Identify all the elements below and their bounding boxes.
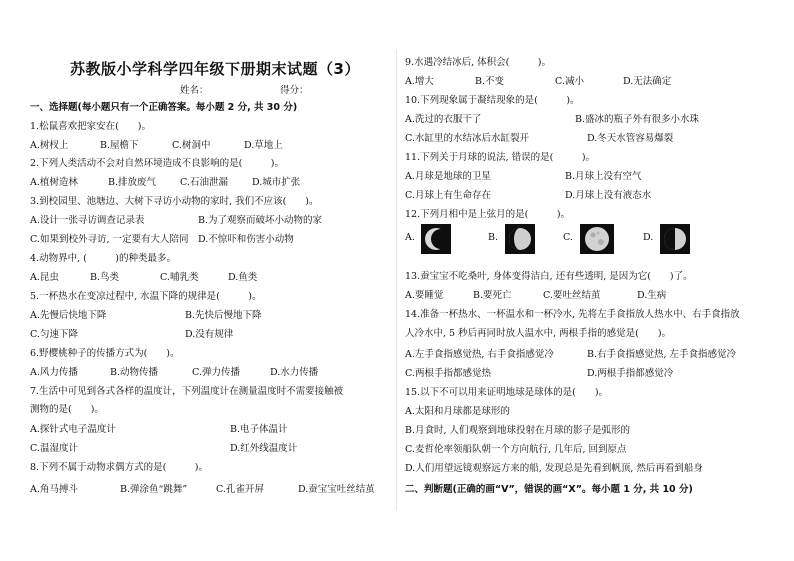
question-15: 15.以下不可以用来证明地球是球体的是( )。 [405,387,609,398]
q10-option-d: D.冬天水管容易爆裂 [587,133,674,144]
column-divider [396,50,397,510]
q7-option-b: B.电子体温计 [230,424,288,435]
q3-option-d: D.不惊吓和伤害小动物 [198,234,294,245]
q15-option-b: B.月食时, 人们观察到地球投射在月球的影子是弧形的 [405,425,631,436]
q3-option-c: C.如果到校外寻访, 一定要有大人陪同 [30,234,189,245]
q15-option-a: A.太阳和月球都是球形的 [405,406,510,417]
q13-option-b: B.要死亡 [473,290,512,301]
section-heading-choice: 一、选择题(每小题只有一个正确答案。每小题 2 分, 共 30 分) [30,102,298,113]
q5-option-a: A.先慢后快地下降 [30,310,107,321]
full-moon-icon [580,224,614,254]
q11-option-c: C.月球上有生命存在 [405,190,491,201]
q14-option-b: B.右手食指感觉热, 左手食指感觉冷 [587,349,737,360]
q9-option-b: B.不变 [475,76,505,87]
section-heading-judgement: 二、判断题(正确的画“V”，错误的画“X”。每小题 1 分, 共 10 分) [405,484,693,495]
q8-option-d: D.蚕宝宝吐丝结茧 [298,484,375,495]
question-5: 5.一杯热水在变凉过程中, 水温下降的规律是( )。 [30,291,262,302]
question-13: 13.蚕宝宝不吃桑叶, 身体变得洁白, 还有些透明, 是因为它( )了。 [405,271,693,282]
question-4: 4.动物界中, ( )的种类最多。 [30,253,177,264]
question-8: 8.下列不属于动物求偶方式的是( )。 [30,462,208,473]
q13-option-c: C.要吐丝结茧 [543,290,601,301]
score-label: 得分： [280,85,309,96]
question-12: 12.下列月相中是上弦月的是( )。 [405,209,571,220]
q2-option-d: D.城市扩张 [252,177,301,188]
q4-option-d: D.鱼类 [228,272,258,283]
question-11: 11.下列关于月球的说法, 错误的是( )。 [405,152,596,163]
q14-option-d: D.两根手指都感觉冷 [587,368,674,379]
q13-option-a: A.要睡觉 [405,290,444,301]
right-column [405,0,780,561]
name-label: 姓名： [180,85,209,96]
waxing-gibbous-moon-icon [505,224,535,254]
q14-option-a: A.左手食指感觉热, 右手食指感觉冷 [405,349,554,360]
first-quarter-moon-icon [660,224,690,254]
question-14-continued: 人冷水中, 5 秒后再同时放人温水中, 两根手指的感觉是( )。 [405,328,672,339]
q5-option-b: B.先快后慢地下降 [185,310,262,321]
q1-option-c: C.树洞中 [172,140,211,151]
page-title: 苏教版小学科学四年级下册期末试题（3） [70,60,360,78]
q2-option-c: C.石油泄漏 [180,177,228,188]
q1-option-d: D.草地上 [244,140,283,151]
q15-option-c: C.麦哲伦率领船队朝一个方向航行, 几年后, 回到原点 [405,444,627,455]
q13-option-d: D.生病 [637,290,667,301]
q4-option-b: B.鸟类 [90,272,120,283]
question-2: 2.下列人类活动不会对自然环境造成不良影响的是( )。 [30,158,284,169]
q9-option-a: A.增大 [405,76,434,87]
q10-option-a: A.洗过的衣服干了 [405,114,482,125]
q4-option-c: C.哺乳类 [160,272,199,283]
q10-option-b: B.盛冰的瓶子外有很多小水珠 [575,114,700,125]
q6-option-b: B.动物传播 [110,367,159,378]
q7-option-d: D.红外线温度计 [230,443,298,454]
q3-option-b: B.为了观察而破坏小动物的家 [198,215,323,226]
q14-option-c: C.两根手指都感觉热 [405,368,491,379]
question-7-continued: 测物的是( )。 [30,404,104,415]
q8-option-a: A.角马搏斗 [30,484,78,495]
q12-option-a: A. [405,232,415,243]
q6-option-a: A.风力传播 [30,367,78,378]
q4-option-a: A.昆虫 [30,272,59,283]
question-10: 10.下列现象属于凝结现象的是( )。 [405,95,580,106]
q12-option-c: C. [563,232,573,243]
q8-option-b: B.弹涂鱼“跳舞” [120,484,188,495]
q15-option-d: D.人们用望远镜观察远方来的船, 发现总是先看到帆顶, 然后再看到船身 [405,463,703,474]
question-14: 14.准备一杯热水、一杯温水和一杯冷水, 先将左手食指放人热水中、右手食指放 [405,309,740,320]
q5-option-c: C.匀速下降 [30,329,78,340]
question-1: 1.松鼠喜欢把家安在( )。 [30,121,151,132]
q12-option-b: B. [488,232,499,243]
q12-option-d: D. [643,232,654,243]
q2-option-a: A.植树造林 [30,177,78,188]
q5-option-d: D.没有规律 [185,329,234,340]
q6-option-c: C.弹力传播 [192,367,240,378]
question-6: 6.野樱桃种子的传播方式为( )。 [30,348,180,359]
q1-option-b: B.屋檐下 [100,140,139,151]
q11-option-a: A.月球是地球的卫星 [405,171,491,182]
question-7: 7.生活中可见到各式各样的温度计，下列温度计在测量温度时不需要接触被 [30,386,344,397]
q8-option-c: C.孔雀开屏 [216,484,264,495]
q10-option-c: C.水缸里的水结冰后水缸裂开 [405,133,529,144]
q7-option-c: C.温湿度计 [30,443,78,454]
q7-option-a: A.探针式电子温度计 [30,424,116,435]
q6-option-d: D.水力传播 [270,367,319,378]
q3-option-a: A.设计一张寻访调查记录表 [30,215,145,226]
q11-option-d: D.月球上没有液态水 [565,190,652,201]
waning-crescent-moon-icon [421,224,451,254]
q2-option-b: B.排放废气 [108,177,157,188]
q9-option-c: C.减小 [555,76,584,87]
question-9: 9.水遇冷结冰后, 体积会( )。 [405,57,552,68]
left-column [30,0,390,561]
q11-option-b: B.月球上没有空气 [565,171,642,182]
q9-option-d: D.无法确定 [623,76,672,87]
question-3: 3.到校园里、池塘边、大树下寻访小动物的家时, 我们不应该( )。 [30,196,319,207]
q1-option-a: A.树杈上 [30,140,69,151]
